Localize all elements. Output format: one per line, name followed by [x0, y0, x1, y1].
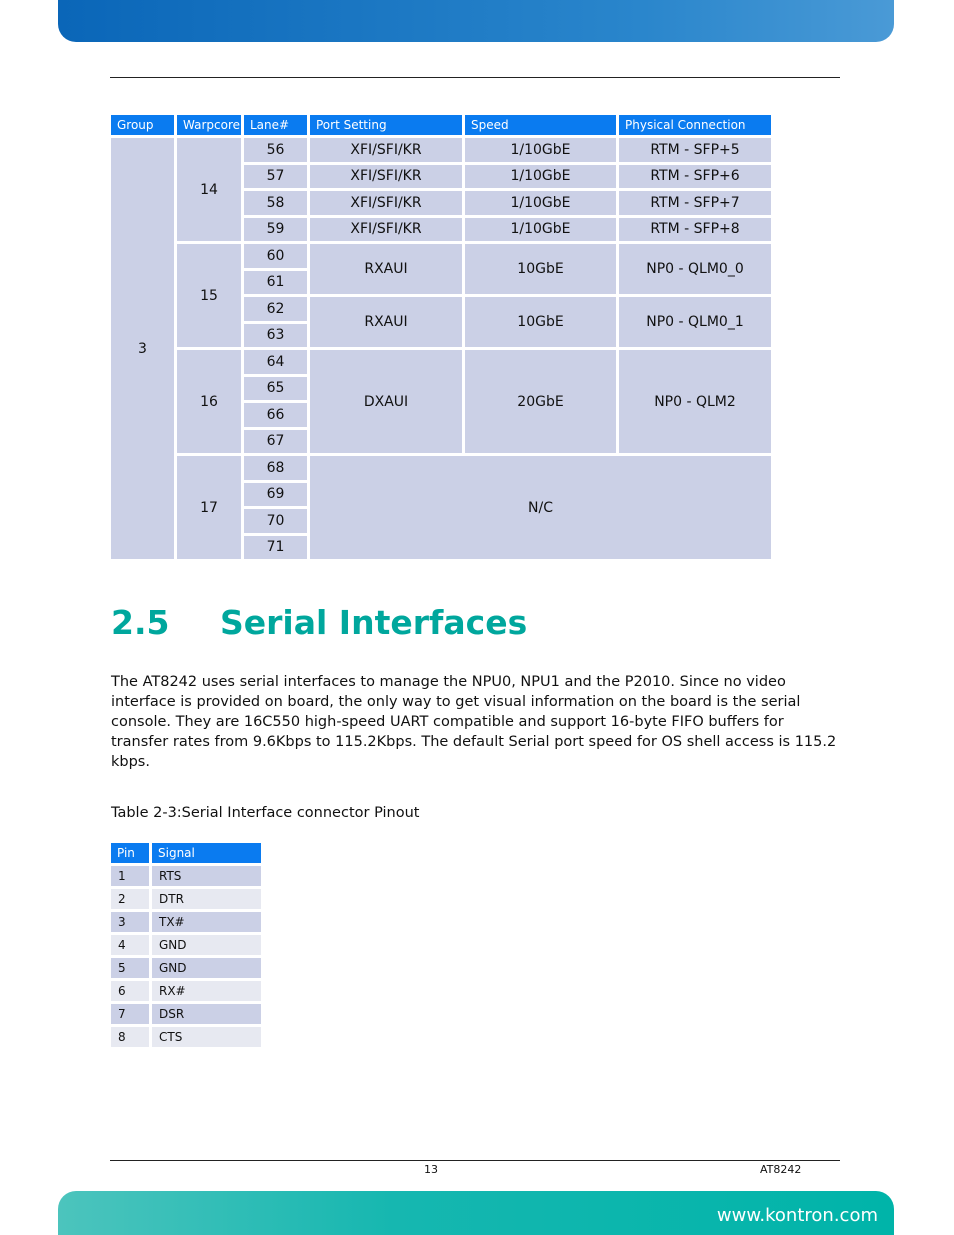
pin-cell: 4: [111, 935, 149, 955]
speed-cell: 1/10GbE: [465, 138, 616, 162]
document-name: AT8242: [760, 1163, 802, 1176]
port-configuration-table: [108, 112, 774, 562]
lane-cell: 57: [244, 165, 307, 189]
speed-cell: 10GbE: [465, 297, 616, 347]
page-number: 13: [424, 1163, 438, 1176]
warpcore-cell: 14: [177, 138, 241, 241]
table-row: [111, 456, 771, 480]
lane-cell: 56: [244, 138, 307, 162]
connection-cell: RTM - SFP+7: [619, 191, 771, 215]
header-lane: Lane#: [244, 115, 307, 135]
pin-cell: 2: [111, 889, 149, 909]
website-link[interactable]: www.kontron.com: [716, 1205, 878, 1226]
serial-pinout-table: [108, 840, 264, 1050]
table-row: [111, 244, 771, 268]
port-setting-cell: RXAUI: [310, 297, 462, 347]
connection-cell: NP0 - QLM0_0: [619, 244, 771, 294]
lane-cell: 63: [244, 324, 307, 348]
lane-cell: 61: [244, 271, 307, 295]
lane-cell: 68: [244, 456, 307, 480]
connection-cell: NP0 - QLM2: [619, 350, 771, 453]
group-cell: 3: [111, 138, 174, 559]
lane-cell: 58: [244, 191, 307, 215]
signal-cell: GND: [152, 935, 261, 955]
warpcore-cell: 17: [177, 456, 241, 559]
speed-cell: 10GbE: [465, 244, 616, 294]
signal-cell: CTS: [152, 1027, 261, 1047]
section-number: 2.5: [111, 603, 170, 642]
header-speed: Speed: [465, 115, 616, 135]
pin-cell: 6: [111, 981, 149, 1001]
port-setting-cell: RXAUI: [310, 244, 462, 294]
connection-cell: RTM - SFP+6: [619, 165, 771, 189]
table-row: [111, 866, 261, 886]
port-setting-cell: XFI/SFI/KR: [310, 191, 462, 215]
speed-cell: 1/10GbE: [465, 218, 616, 242]
port-setting-cell: XFI/SFI/KR: [310, 165, 462, 189]
signal-cell: GND: [152, 958, 261, 978]
pin-cell: 5: [111, 958, 149, 978]
table-caption: Table 2-3:Serial Interface connector Pinout: [111, 805, 420, 821]
pin-cell: 1: [111, 866, 149, 886]
table-row: [111, 1004, 261, 1024]
speed-cell: 1/10GbE: [465, 191, 616, 215]
header-rule: [110, 77, 840, 78]
table-row: [111, 981, 261, 1001]
speed-cell: 1/10GbE: [465, 165, 616, 189]
port-setting-cell: DXAUI: [310, 350, 462, 453]
header-signal: Signal: [152, 843, 261, 863]
lane-cell: 70: [244, 509, 307, 533]
header-group: Group: [111, 115, 174, 135]
connection-cell: NP0 - QLM0_1: [619, 297, 771, 347]
not-connected-cell: N/C: [310, 456, 771, 559]
header-physical-connection: Physical Connection: [619, 115, 771, 135]
body-paragraph: The AT8242 uses serial interfaces to manage the NPU0, NPU1 and the P2010. Since no video interface is provided on board, the only way to get visual information on the board is the serial console. They are 16C550 high-speed UART compatible and support 16-byte FIFO buffers for transfer rates from 9.6Kbps to 115.2Kbps. The default Serial port speed for OS shell access is 115.2 kbps.: [111, 674, 837, 770]
table-row: [111, 912, 261, 932]
table-row: [111, 350, 771, 374]
port-setting-cell: XFI/SFI/KR: [310, 218, 462, 242]
header-port-setting: Port Setting: [310, 115, 462, 135]
footer-rule: [110, 1160, 840, 1161]
lane-cell: 67: [244, 430, 307, 454]
signal-cell: DSR: [152, 1004, 261, 1024]
table-header-row: [111, 115, 771, 135]
lane-cell: 60: [244, 244, 307, 268]
signal-cell: RX#: [152, 981, 261, 1001]
header-pin: Pin: [111, 843, 149, 863]
warpcore-cell: 15: [177, 244, 241, 347]
table-row: [111, 889, 261, 909]
lane-cell: 71: [244, 536, 307, 560]
table-row: [111, 138, 771, 162]
lane-cell: 59: [244, 218, 307, 242]
pin-cell: 8: [111, 1027, 149, 1047]
pin-cell: 3: [111, 912, 149, 932]
port-setting-cell: XFI/SFI/KR: [310, 138, 462, 162]
lane-cell: 64: [244, 350, 307, 374]
connection-cell: RTM - SFP+8: [619, 218, 771, 242]
speed-cell: 20GbE: [465, 350, 616, 453]
section-title: Serial Interfaces: [220, 603, 528, 642]
header-warpcore: Warpcore: [177, 115, 241, 135]
footer-band: [58, 1191, 894, 1235]
signal-cell: RTS: [152, 866, 261, 886]
table-row: [111, 958, 261, 978]
lane-cell: 69: [244, 483, 307, 507]
table-row: [111, 935, 261, 955]
connection-cell: RTM - SFP+5: [619, 138, 771, 162]
warpcore-cell: 16: [177, 350, 241, 453]
table-row: [111, 1027, 261, 1047]
lane-cell: 65: [244, 377, 307, 401]
lane-cell: 66: [244, 403, 307, 427]
pin-cell: 7: [111, 1004, 149, 1024]
section-heading: [111, 603, 527, 642]
lane-cell: 62: [244, 297, 307, 321]
signal-cell: TX#: [152, 912, 261, 932]
header-band: [58, 0, 894, 42]
table-header-row: [111, 843, 261, 863]
signal-cell: DTR: [152, 889, 261, 909]
